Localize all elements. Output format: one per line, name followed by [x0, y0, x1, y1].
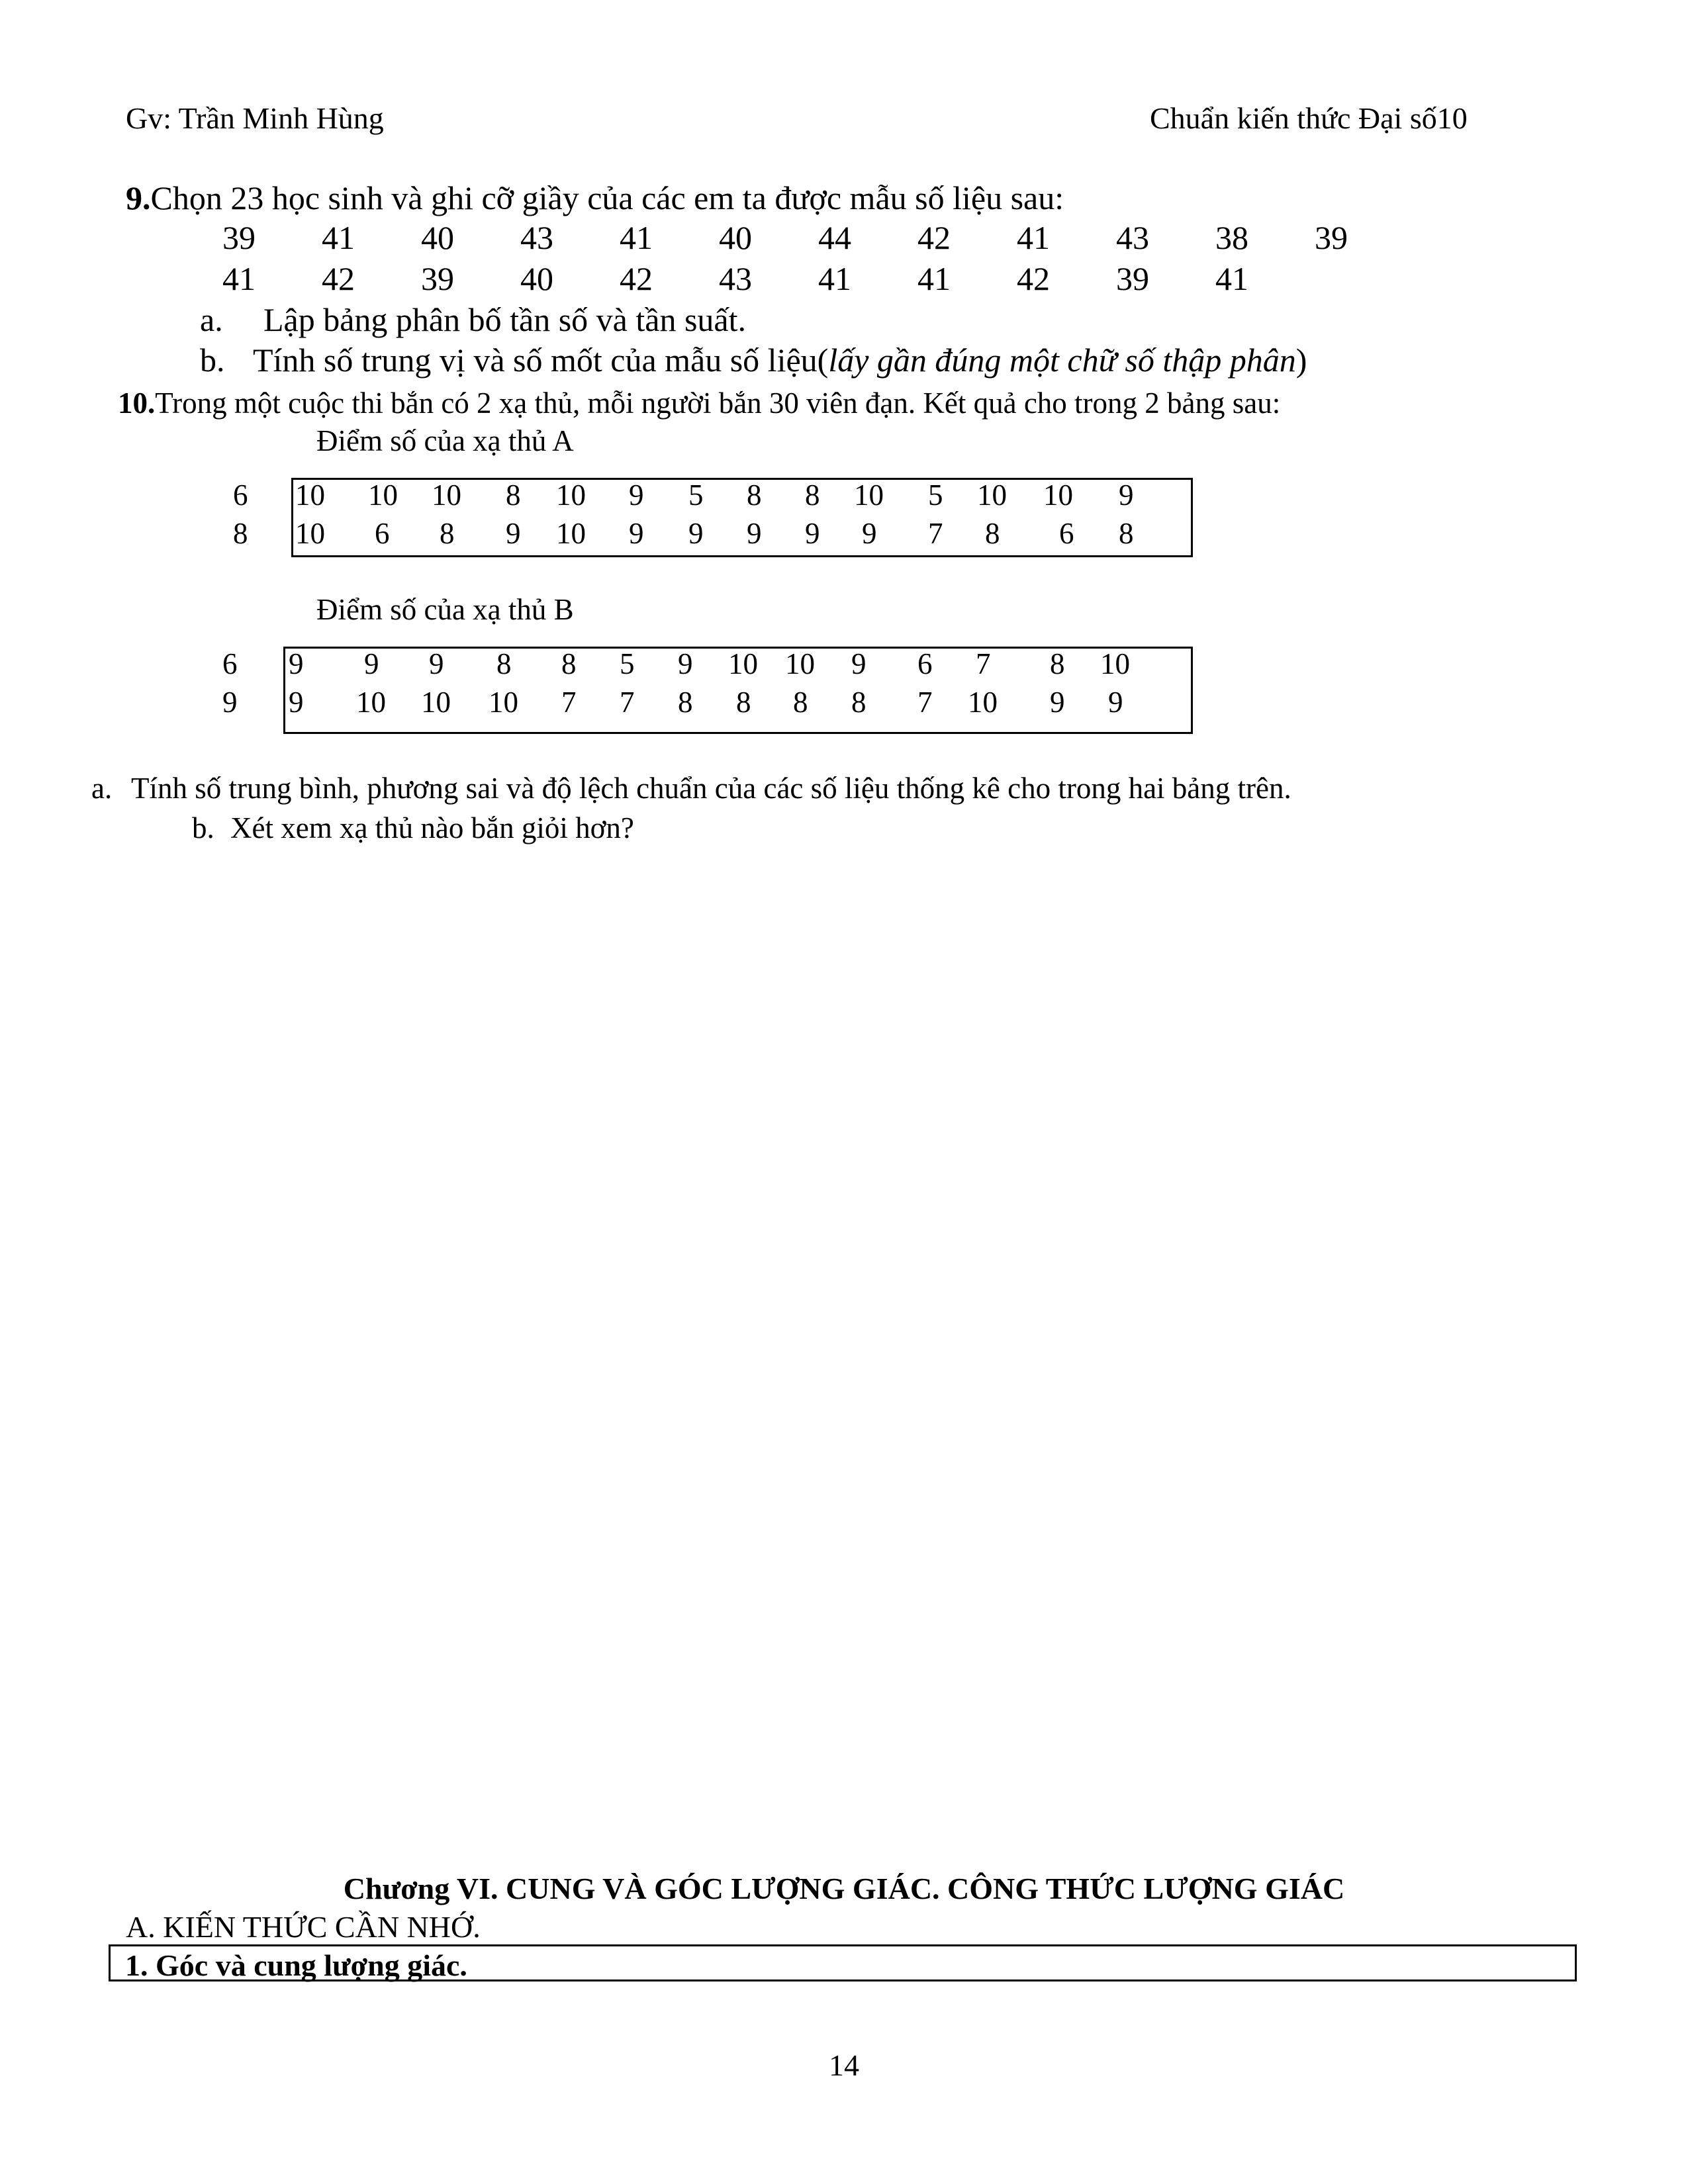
table-b-cell: 8 — [793, 686, 808, 719]
table-a-cell: 5 — [928, 478, 943, 512]
table-a-cell: 6 — [375, 517, 390, 550]
subsection-title: 1. Góc và cung lượng giác. — [125, 1948, 467, 1982]
table-b-cell: 8 — [851, 686, 867, 719]
table-b-cell: 10 — [1100, 647, 1130, 680]
table-a-cell: 8 — [747, 478, 762, 512]
table-a-cell: 9 — [805, 517, 820, 550]
q9-value: 38 — [1215, 219, 1248, 256]
table-a-cell: 9 — [629, 478, 644, 512]
q10-part-a-text: Tính số trung bình, phương sai và độ lệch chuẩn của các số liệu thống kê cho trong hai bảng trên. — [131, 772, 1291, 805]
q9-value: 43 — [520, 219, 553, 256]
q9-number: 9. — [126, 179, 151, 216]
q9-part-a-text: Lập bảng phân bố tần số và tần suất. — [263, 301, 746, 338]
q10-statement — [118, 386, 1280, 420]
q9-value: 41 — [222, 260, 256, 297]
table-b-cell: 9 — [678, 647, 693, 680]
table-a-cell: 9 — [747, 517, 762, 550]
table-a-cell: 10 — [556, 478, 586, 512]
q9-data-row-1 — [0, 218, 1688, 258]
table-a-cell: 8 — [1119, 517, 1134, 550]
table-b-cell: 9 — [289, 647, 304, 680]
table-a-cell: 7 — [928, 517, 943, 550]
table-a-cell: 10 — [295, 478, 325, 512]
q9-value: 41 — [1215, 260, 1248, 297]
table-a-cell: 8 — [985, 517, 1000, 550]
table-b-cell: 8 — [496, 647, 512, 680]
q9-value: 41 — [322, 219, 355, 256]
q9-value: 41 — [917, 260, 951, 297]
table-a-cell: 9 — [1119, 478, 1134, 512]
q9-value: 41 — [1017, 219, 1050, 256]
table-a-cell: 10 — [854, 478, 884, 512]
table-b-cell: 7 — [917, 686, 933, 719]
chapter-title: Chương VI. CUNG VÀ GÓC LƯỢNG GIÁC. CÔNG THỨC LƯỢNG GIÁC — [343, 1872, 1345, 1905]
page-number: 14 — [829, 2048, 859, 2082]
table-b-cell: 8 — [736, 686, 751, 719]
table-a-cell: 9 — [862, 517, 877, 550]
table-a-cell: 10 — [977, 478, 1007, 512]
q9-value: 39 — [1315, 219, 1348, 256]
table-b-cell: 8 — [561, 647, 577, 680]
q9-value: 42 — [1017, 260, 1050, 297]
table-b-cell: 7 — [620, 686, 635, 719]
table-a-cell: 8 — [506, 478, 521, 512]
header-course: Chuẩn kiến thức Đại số10 — [1150, 101, 1468, 135]
q9-value: 42 — [322, 260, 355, 297]
subsection-box — [109, 1944, 1577, 1981]
q9-value: 39 — [421, 260, 454, 297]
table-b-cell: 7 — [561, 686, 577, 719]
table-b-cell: 9 — [364, 647, 379, 680]
q9-text: Chọn 23 học sinh và ghi cỡ giầy của các em ta được mẫu số liệu sau: — [150, 179, 1064, 216]
table-a-cell: 6 — [1059, 517, 1074, 550]
q9-value: 42 — [620, 260, 653, 297]
q9-data-row-2 — [0, 259, 1688, 299]
q10-part-b-text: Xét xem xạ thủ nào bắn giỏi hơn? — [230, 811, 634, 844]
table-a-cell: 10 — [1043, 478, 1073, 512]
table-b-cell: 6 — [917, 647, 933, 680]
q9-value: 42 — [917, 219, 951, 256]
table-b-cell: 9 — [289, 686, 304, 719]
table-a-cell: 9 — [688, 517, 704, 550]
table-b-cell: 10 — [356, 686, 386, 719]
table-b-cell: 10 — [785, 647, 815, 680]
table-b-border — [283, 647, 1193, 734]
q9-value: 40 — [719, 219, 752, 256]
table-b-cell: 9 — [851, 647, 867, 680]
table-a-cell: 5 — [688, 478, 704, 512]
table-b-cell: 5 — [620, 647, 635, 680]
table-a-cell: 10 — [432, 478, 461, 512]
table-a-cell: 9 — [629, 517, 644, 550]
q9-value: 39 — [1116, 260, 1149, 297]
q9-value: 40 — [520, 260, 553, 297]
table-b-cell: 10 — [728, 647, 758, 680]
table-b-caption: Điểm số của xạ thủ B — [316, 593, 574, 626]
q9-part-b-prefix: Tính số trung vị và số mốt của mẫu số liệu( — [253, 341, 829, 379]
q9-part-a-marker: a. — [200, 301, 223, 338]
table-a-caption: Điểm số của xạ thủ A — [316, 424, 574, 457]
section-heading: A. KIẾN THỨC CẦN NHỚ. — [126, 1910, 481, 1944]
table-b-cell: 9 — [1050, 686, 1065, 719]
table-b-cell: 10 — [489, 686, 518, 719]
table-a-cell: 10 — [368, 478, 398, 512]
table-b-cell: 9 — [429, 647, 444, 680]
table-a-lead: 6 — [233, 478, 248, 512]
table-a-cell: 10 — [556, 517, 586, 550]
q9-part-b-italic: lấy gần đúng một chữ số thập phân — [828, 341, 1296, 379]
table-b-lead: 9 — [222, 686, 238, 719]
q9-value: 39 — [222, 219, 256, 256]
table-b-cell: 10 — [421, 686, 451, 719]
q9-part-b-text — [253, 341, 1307, 379]
q9-value: 43 — [1116, 219, 1149, 256]
table-b-cell: 8 — [1050, 647, 1065, 680]
table-a-cell: 9 — [506, 517, 521, 550]
table-a-cell: 8 — [440, 517, 455, 550]
table-b-cell: 8 — [678, 686, 693, 719]
q9-value: 44 — [818, 219, 851, 256]
q10-text: Trong một cuộc thi bắn có 2 xạ thủ, mỗi người bắn 30 viên đạn. Kết quả cho trong 2 bảng sau: — [155, 387, 1281, 420]
q9-statement — [126, 179, 1064, 217]
table-b-cell: 10 — [968, 686, 998, 719]
table-a-lead: 8 — [233, 517, 248, 550]
q9-value: 41 — [620, 219, 653, 256]
q10-part-b-marker: b. — [192, 811, 214, 844]
q9-value: 41 — [818, 260, 851, 297]
q9-value: 43 — [719, 260, 752, 297]
table-b-cell: 7 — [976, 647, 991, 680]
table-b-lead: 6 — [222, 647, 238, 680]
q10-number: 10. — [118, 387, 156, 420]
table-a-cell: 8 — [805, 478, 820, 512]
header-teacher: Gv: Trần Minh Hùng — [126, 101, 384, 135]
q10-part-a-marker: a. — [91, 772, 113, 805]
table-a-border — [291, 478, 1193, 557]
table-a-cell: 10 — [295, 517, 325, 550]
q9-value: 40 — [421, 219, 454, 256]
q9-part-b-suffix: ) — [1295, 341, 1307, 379]
table-b-cell: 9 — [1108, 686, 1123, 719]
q9-part-b-marker: b. — [200, 341, 225, 379]
